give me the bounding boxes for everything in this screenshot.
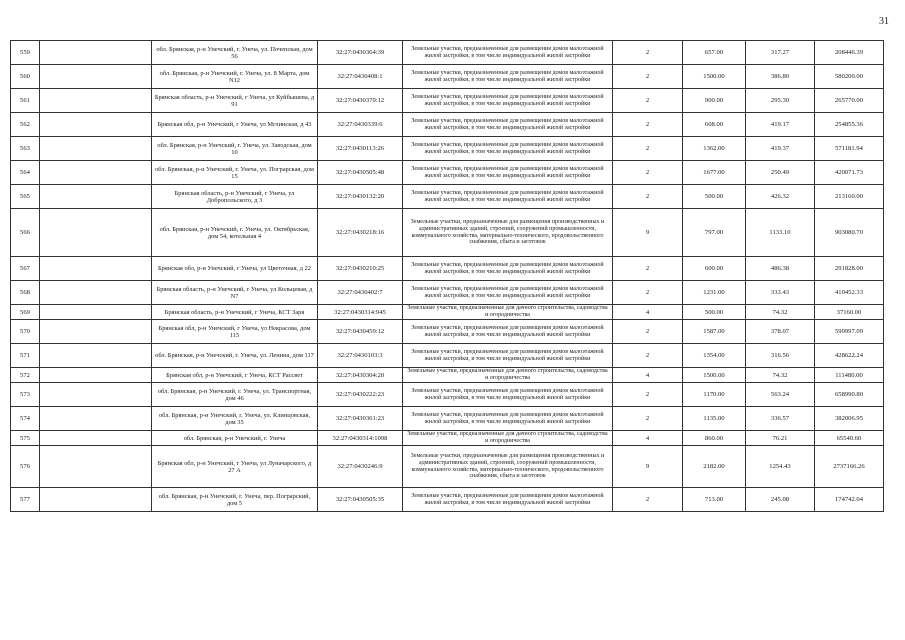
cadastral-number-cell: 32:27:0430218:16: [318, 209, 403, 257]
row-number-cell: 574: [11, 407, 40, 431]
cadastral-value-cell: 111480.00: [815, 368, 884, 383]
group-cell: 4: [613, 431, 683, 446]
land-use-cell: Земельные участки, предназначенные для размещения домов малоэтажной жилой застройки, в том числе индивидуальной жилой застройки: [403, 185, 613, 209]
row-number-cell: 570: [11, 320, 40, 344]
cadastral-number-cell: 32:27:0430339:6: [318, 113, 403, 137]
group-cell: 2: [613, 257, 683, 281]
row-number-cell: 565: [11, 185, 40, 209]
land-use-cell: Земельные участки, предназначенные для размещения производственных и административных зданий, строений, сооружений промышленности, коммунального хозяйства, материально-технического, продовольственного снабжения, сбыта и заготовок: [403, 209, 613, 257]
row-number-cell: 569: [11, 305, 40, 320]
land-use-cell: Земельные участки, предназначенные для дачного строительства, садоводства и огородничества: [403, 305, 613, 320]
address-cell: Брянская обл, р-н Унечский, г Унеча, ул Некрасова, дом 115: [152, 320, 318, 344]
table-row: [11, 446, 884, 488]
cadastral-value-cell: 658990.80: [815, 383, 884, 407]
group-cell: 2: [613, 488, 683, 512]
cadastral-value-cell: 903080.70: [815, 209, 884, 257]
cadastral-number-cell: 32:27:0430370:12: [318, 89, 403, 113]
row-number-cell: 566: [11, 209, 40, 257]
area-cell: 1500.00: [683, 65, 746, 89]
cadastral-value-cell: 580200.00: [815, 65, 884, 89]
cadastral-value-cell: 599997.09: [815, 320, 884, 344]
group-cell: 4: [613, 305, 683, 320]
area-cell: 1170.00: [683, 383, 746, 407]
land-use-cell: Земельные участки, предназначенные для размещения домов малоэтажной жилой застройки, в том числе индивидуальной жилой застройки: [403, 137, 613, 161]
cadastral-value-cell: 2737166.26: [815, 446, 884, 488]
cadastral-value-cell: 265770.00: [815, 89, 884, 113]
row-number-cell: 560: [11, 65, 40, 89]
table-row: [11, 407, 884, 431]
table-row: [11, 41, 884, 65]
group-cell: 9: [613, 446, 683, 488]
cadastral-value-table: [10, 40, 884, 512]
table-row: [11, 281, 884, 305]
group-cell: 2: [613, 41, 683, 65]
cadastral-value-cell: 410452.33: [815, 281, 884, 305]
address-cell: обл. Брянская, р-н Унечский, г. Унеча, ул. Пограрская, дом 15: [152, 161, 318, 185]
address-cell: Брянская обл, р-н Унечский, г Унеча, ул Мглинская, д 43: [152, 113, 318, 137]
land-use-cell: Земельные участки, предназначенные для дачного строительства, садоводства и огородничества: [403, 368, 613, 383]
address-cell: обл. Брянская, р-н Унечский, г. Унеча, пер. Пограрский, дом 5: [152, 488, 318, 512]
address-cell: обл. Брянская, р-н Унечский, г. Унеча, ул. Октябрьская, дом 54, котельная 4: [152, 209, 318, 257]
area-cell: 860.00: [683, 431, 746, 446]
row-number-cell: 572: [11, 368, 40, 383]
row-number-cell: 564: [11, 161, 40, 185]
cadastral-value-cell: 174742.04: [815, 488, 884, 512]
land-use-cell: Земельные участки, предназначенные для размещения домов малоэтажной жилой застройки, в том числе индивидуальной жилой застройки: [403, 161, 613, 185]
land-use-cell: Земельные участки, предназначенные для размещения домов малоэтажной жилой застройки, в том числе индивидуальной жилой застройки: [403, 320, 613, 344]
blank-cell: [40, 257, 152, 281]
area-cell: 1135.00: [683, 407, 746, 431]
row-number-cell: 575: [11, 431, 40, 446]
row-number-cell: 568: [11, 281, 40, 305]
address-cell: обл. Брянская, р-н Унечский, г. Унеча, ул. Ленина, дом 117: [152, 344, 318, 368]
cadastral-number-cell: 32:27:0430459:12: [318, 320, 403, 344]
address-cell: Брянская область, р-н Унечский, г Унеча, ул Добропольского, д 3: [152, 185, 318, 209]
row-number-cell: 573: [11, 383, 40, 407]
blank-cell: [40, 488, 152, 512]
area-cell: 657.00: [683, 41, 746, 65]
row-number-cell: 559: [11, 41, 40, 65]
row-number-cell: 571: [11, 344, 40, 368]
cadastral-value-cell: 420071.73: [815, 161, 884, 185]
address-cell: Брянская область, р-н Унечский, г Унеча, ул Кольцевая, д N7: [152, 281, 318, 305]
cadastral-number-cell: 32:27:0430103:3: [318, 344, 403, 368]
area-cell: 1362.00: [683, 137, 746, 161]
group-cell: 2: [613, 344, 683, 368]
specific-value-cell: 419.17: [746, 113, 815, 137]
cadastral-number-cell: 32:27:0430314:1098: [318, 431, 403, 446]
area-cell: 600.00: [683, 257, 746, 281]
group-cell: 2: [613, 161, 683, 185]
page-number: 31: [879, 16, 889, 27]
cadastral-number-cell: 32:27:0430210:25: [318, 257, 403, 281]
group-cell: 4: [613, 368, 683, 383]
cadastral-number-cell: 32:27:0430132:20: [318, 185, 403, 209]
specific-value-cell: 74.32: [746, 305, 815, 320]
blank-cell: [40, 89, 152, 113]
table-row: [11, 65, 884, 89]
cadastral-number-cell: 32:27:0430364:39: [318, 41, 403, 65]
blank-cell: [40, 407, 152, 431]
cadastral-value-cell: 571181.94: [815, 137, 884, 161]
land-use-cell: Земельные участки, предназначенные для размещения домов малоэтажной жилой застройки, в том числе индивидуальной жилой застройки: [403, 65, 613, 89]
cadastral-number-cell: 32:27:0430246:9: [318, 446, 403, 488]
address-cell: Брянская обл, р-н Унечский, г Унеча, КСТ Рассвет: [152, 368, 318, 383]
group-cell: 2: [613, 89, 683, 113]
specific-value-cell: 1133.10: [746, 209, 815, 257]
table-row: [11, 320, 884, 344]
table-row: [11, 368, 884, 383]
cadastral-number-cell: 32:27:0430222:23: [318, 383, 403, 407]
address-cell: Брянская область, р-н Унечский, г Унеча, ул Куйбышева, д 91: [152, 89, 318, 113]
area-cell: 1500.00: [683, 368, 746, 383]
group-cell: 9: [613, 209, 683, 257]
land-use-cell: Земельные участки, предназначенные для размещения домов малоэтажной жилой застройки, в том числе индивидуальной жилой застройки: [403, 281, 613, 305]
specific-value-cell: 316.56: [746, 344, 815, 368]
cadastral-number-cell: 32:27:0430505:48: [318, 161, 403, 185]
area-cell: 900.00: [683, 89, 746, 113]
address-cell: обл. Брянская, р-н Унечский, г. Унеча, ул. Почепская, дом 56: [152, 41, 318, 65]
land-use-cell: Земельные участки, предназначенные для размещения домов малоэтажной жилой застройки, в том числе индивидуальной жилой застройки: [403, 488, 613, 512]
land-use-cell: Земельные участки, предназначенные для размещения домов малоэтажной жилой застройки, в том числе индивидуальной жилой застройки: [403, 407, 613, 431]
area-cell: 1677.00: [683, 161, 746, 185]
area-cell: 500.00: [683, 305, 746, 320]
cadastral-number-cell: 32:27:0430304:20: [318, 368, 403, 383]
land-use-cell: Земельные участки, предназначенные для размещения домов малоэтажной жилой застройки, в том числе индивидуальной жилой застройки: [403, 41, 613, 65]
blank-cell: [40, 383, 152, 407]
group-cell: 2: [613, 65, 683, 89]
blank-cell: [40, 344, 152, 368]
area-cell: 1231.00: [683, 281, 746, 305]
blank-cell: [40, 431, 152, 446]
table-row: [11, 383, 884, 407]
land-use-cell: Земельные участки, предназначенные для размещения домов малоэтажной жилой застройки, в том числе индивидуальной жилой застройки: [403, 257, 613, 281]
specific-value-cell: 486.38: [746, 257, 815, 281]
cadastral-value-cell: 428622.24: [815, 344, 884, 368]
area-cell: 608.00: [683, 113, 746, 137]
blank-cell: [40, 41, 152, 65]
blank-cell: [40, 368, 152, 383]
address-cell: обл. Брянская, р-н Унечский, г. Унеча: [152, 431, 318, 446]
specific-value-cell: 386.80: [746, 65, 815, 89]
table-row: [11, 89, 884, 113]
land-use-cell: Земельные участки, предназначенные для размещения производственных и административных зданий, строений, сооружений промышленности, коммунального хозяйства, материально-технического, продовольственного снабжения, сбыта и заготовок: [403, 446, 613, 488]
area-cell: 713.00: [683, 488, 746, 512]
blank-cell: [40, 65, 152, 89]
specific-value-cell: 250.49: [746, 161, 815, 185]
land-use-cell: Земельные участки, предназначенные для размещения домов малоэтажной жилой застройки, в том числе индивидуальной жилой застройки: [403, 344, 613, 368]
blank-cell: [40, 185, 152, 209]
row-number-cell: 561: [11, 89, 40, 113]
cadastral-number-cell: 32:27:0430361:23: [318, 407, 403, 431]
specific-value-cell: 563.24: [746, 383, 815, 407]
specific-value-cell: 378.07: [746, 320, 815, 344]
address-cell: обл. Брянская, р-н Унечский, г. Унеча, ул. Заводская, дом 10: [152, 137, 318, 161]
area-cell: 2182.00: [683, 446, 746, 488]
cadastral-value-cell: 254855.36: [815, 113, 884, 137]
table-row: [11, 161, 884, 185]
row-number-cell: 562: [11, 113, 40, 137]
area-cell: 1587.00: [683, 320, 746, 344]
cadastral-value-cell: 213160.00: [815, 185, 884, 209]
group-cell: 2: [613, 113, 683, 137]
blank-cell: [40, 446, 152, 488]
cadastral-number-cell: 32:27:0430408:1: [318, 65, 403, 89]
table-row: [11, 488, 884, 512]
address-cell: обл. Брянская, р-н Унечский, г. Унеча, ул. Клинцовская, дом 35: [152, 407, 318, 431]
specific-value-cell: 336.57: [746, 407, 815, 431]
table-row: [11, 344, 884, 368]
blank-cell: [40, 320, 152, 344]
specific-value-cell: 317.27: [746, 41, 815, 65]
area-cell: 1354.00: [683, 344, 746, 368]
table-row: [11, 431, 884, 446]
land-use-cell: Земельные участки, предназначенные для размещения домов малоэтажной жилой застройки, в том числе индивидуальной жилой застройки: [403, 383, 613, 407]
cadastral-value-cell: 37160.00: [815, 305, 884, 320]
group-cell: 2: [613, 320, 683, 344]
blank-cell: [40, 305, 152, 320]
cadastral-value-cell: 65540.60: [815, 431, 884, 446]
specific-value-cell: 419.37: [746, 137, 815, 161]
group-cell: 2: [613, 137, 683, 161]
group-cell: 2: [613, 185, 683, 209]
group-cell: 2: [613, 407, 683, 431]
specific-value-cell: 333.43: [746, 281, 815, 305]
table-row: [11, 257, 884, 281]
table-row: [11, 185, 884, 209]
blank-cell: [40, 137, 152, 161]
specific-value-cell: 295.30: [746, 89, 815, 113]
land-use-cell: Земельные участки, предназначенные для размещения домов малоэтажной жилой застройки, в том числе индивидуальной жилой застройки: [403, 89, 613, 113]
blank-cell: [40, 281, 152, 305]
group-cell: 2: [613, 383, 683, 407]
specific-value-cell: 1254.43: [746, 446, 815, 488]
cadastral-number-cell: 32:27:0430505:35: [318, 488, 403, 512]
cadastral-value-cell: 208446.39: [815, 41, 884, 65]
address-cell: Брянская обл, р-н Унечский, г Унеча, ул Луначарского, д 27 А: [152, 446, 318, 488]
table-row: [11, 113, 884, 137]
area-cell: 797.00: [683, 209, 746, 257]
table-row: [11, 305, 884, 320]
address-cell: Брянская область, р-н Унечский, г Унеча, КСТ Заря: [152, 305, 318, 320]
land-use-cell: Земельные участки, предназначенные для дачного строительства, садоводства и огородничества: [403, 431, 613, 446]
row-number-cell: 567: [11, 257, 40, 281]
row-number-cell: 577: [11, 488, 40, 512]
land-use-cell: Земельные участки, предназначенные для размещения домов малоэтажной жилой застройки, в том числе индивидуальной жилой застройки: [403, 113, 613, 137]
address-cell: обл. Брянская, р-н Унечский, г. Унеча, ул. Транспортная, дом 46: [152, 383, 318, 407]
specific-value-cell: 74.32: [746, 368, 815, 383]
specific-value-cell: 245.08: [746, 488, 815, 512]
row-number-cell: 576: [11, 446, 40, 488]
specific-value-cell: 76.21: [746, 431, 815, 446]
blank-cell: [40, 161, 152, 185]
table-row: [11, 137, 884, 161]
cadastral-number-cell: 32:27:0430113:26: [318, 137, 403, 161]
group-cell: 2: [613, 281, 683, 305]
address-cell: Брянская обл, р-н Унечский, г Унеча, ул Цветочная, д 22: [152, 257, 318, 281]
address-cell: обл. Брянская, р-н Унечский, г. Унеча, ул. 8 Марта, дом N12: [152, 65, 318, 89]
table-row: [11, 209, 884, 257]
blank-cell: [40, 113, 152, 137]
blank-cell: [40, 209, 152, 257]
cadastral-value-cell: 291828.00: [815, 257, 884, 281]
cadastral-number-cell: 32:27:0430314:945: [318, 305, 403, 320]
area-cell: 500.00: [683, 185, 746, 209]
cadastral-value-cell: 382006.95: [815, 407, 884, 431]
row-number-cell: 563: [11, 137, 40, 161]
specific-value-cell: 426.32: [746, 185, 815, 209]
cadastral-number-cell: 32:27:0430402:7: [318, 281, 403, 305]
